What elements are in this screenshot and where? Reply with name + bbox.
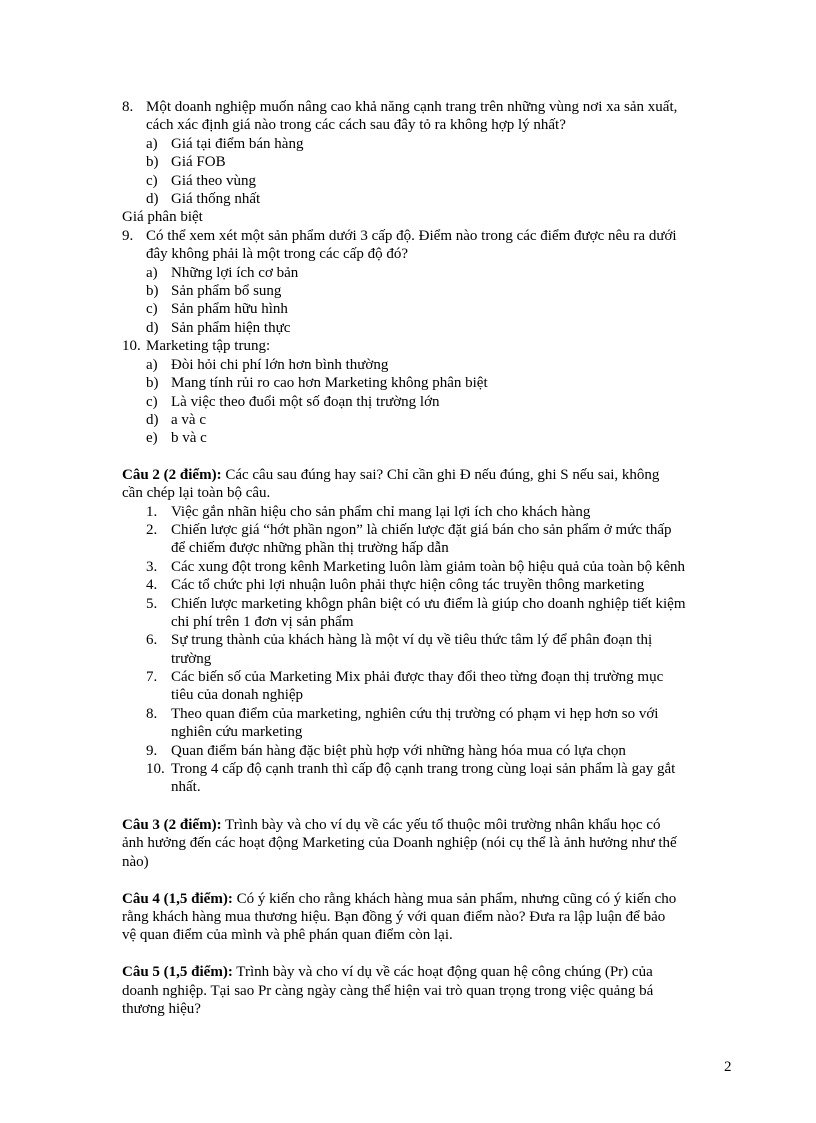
q10-text-line1: Marketing tập trung: <box>146 338 271 354</box>
cau2-item-text-cont: chi phí trên 1 đơn vị sản phẩm <box>171 614 354 630</box>
cau2-item-number: 7. <box>146 669 158 685</box>
cau2-item-number: 10. <box>146 761 165 777</box>
cau2-item-number: 5. <box>146 596 158 612</box>
cau2-heading: Câu 2 (2 điểm): <box>122 467 222 483</box>
cau2-item-text-cont: tiêu của donah nghiệp <box>171 687 304 703</box>
cau3-line2: ảnh hưởng đến các hoạt động Marketing của Doanh nghiệp (nói cụ thể là ảnh hưởng như thế <box>122 835 677 851</box>
cau2-item-text-cont: để chiếm được những phần thị trường hấp dẫn <box>171 540 449 556</box>
cau2-item-text: Chiến lược giá “hớt phần ngon” là chiến lược đặt giá bán cho sản phẩm ở mức thấp <box>171 522 672 538</box>
cau5-line3: thương hiệu? <box>122 1001 201 1017</box>
q9-text-line1: Có thể xem xét một sản phẩm dưới 3 cấp độ. Điểm nào trong các điểm được nêu ra dưới <box>146 228 677 244</box>
q8-extra-line: Giá phân biệt <box>122 209 203 225</box>
cau2-item-text-cont: nhất. <box>171 779 201 795</box>
cau5-line2: doanh nghiệp. Tại sao Pr càng ngày càng thể hiện vai trò quan trọng trong việc quảng bá <box>122 983 654 999</box>
cau3-line1 <box>122 816 660 834</box>
cau2-item-number: 2. <box>146 522 158 538</box>
q8-option-label: d) <box>146 191 159 207</box>
q10-option-label: a) <box>146 357 158 373</box>
cau4-line2: rằng khách hàng mua thương hiệu. Bạn đồng ý với quan điểm nào? Đưa ra lập luận để bảo <box>122 909 666 925</box>
q10-option-text: Mang tính rủi ro cao hơn Marketing không phân biệt <box>171 375 488 391</box>
cau2-intro-line1 <box>122 466 659 484</box>
cau5-heading: Câu 5 (1,5 điểm): <box>122 964 233 980</box>
q8-option-text: Giá thống nhất <box>171 191 261 207</box>
cau2-item-text: Quan điểm bán hàng đặc biệt phù hợp với những hàng hóa mua có lựa chọn <box>171 743 626 759</box>
cau5-line1 <box>122 963 653 981</box>
q9-option-label: c) <box>146 301 158 317</box>
cau5-text: Trình bày và cho ví dụ về các hoạt động quan hệ công chúng (Pr) của <box>232 964 653 980</box>
cau2-intro-line2: cần chép lại toàn bộ câu. <box>122 485 271 501</box>
q10-option-label: d) <box>146 412 159 428</box>
cau3-heading: Câu 3 (2 điểm): <box>122 817 222 833</box>
q8-option-text: Giá FOB <box>171 154 226 170</box>
q8-option-label: c) <box>146 173 158 189</box>
q9-option-text: Sản phẩm hữu hình <box>171 301 288 317</box>
q9-text-line2: đây không phải là một trong các cấp độ đó? <box>146 246 409 262</box>
q8-text-line1: Một doanh nghiệp muốn nâng cao khả năng cạnh trang trên những vùng nơi xa sản xuất, <box>146 99 678 115</box>
q9-option-text: Sản phẩm hiện thực <box>171 320 291 336</box>
cau2-item-text-cont: nghiên cứu marketing <box>171 724 303 740</box>
q10-option-text: Đòi hỏi chi phí lớn hơn bình thường <box>171 357 389 373</box>
q9-option-label: a) <box>146 265 158 281</box>
cau2-item-text: Chiến lược marketing khôgn phân biệt có ưu điểm là giúp cho doanh nghiệp tiết kiệm <box>171 596 686 612</box>
q10-option-text: b và c <box>171 430 207 446</box>
cau2-item-text: Theo quan điểm của marketing, nghiên cứu thị trường có phạm vi hẹp hơn so với <box>171 706 659 722</box>
q9-option-label: d) <box>146 320 159 336</box>
cau2-item-text: Việc gắn nhãn hiệu cho sản phẩm chỉ mang lại lợi ích cho khách hàng <box>171 504 591 520</box>
q8-option-text: Giá theo vùng <box>171 173 256 189</box>
q10-option-text: Là việc theo đuổi một số đoạn thị trường lớn <box>171 394 440 410</box>
q10-option-label: c) <box>146 394 158 410</box>
cau4-text: Có ý kiến cho rằng khách hàng mua sản phẩm, nhưng cũng có ý kiến cho <box>232 891 677 907</box>
cau3-text: Trình bày và cho ví dụ về các yếu tố thuộc môi trường nhân khẩu học có <box>221 817 661 833</box>
cau4-heading: Câu 4 (1,5 điểm): <box>122 891 233 907</box>
cau2-item-text: Các biến số của Marketing Mix phải được thay đổi theo từng đoạn thị trường mục <box>171 669 664 685</box>
q8-option-label: a) <box>146 136 158 152</box>
page-number: 2 <box>724 1059 732 1075</box>
q8-option-label: b) <box>146 154 159 170</box>
cau2-item-text: Sự trung thành của khách hàng là một ví dụ về tiêu thức tâm lý để phân đoạn thị <box>171 632 653 648</box>
q9-number: 9. <box>122 228 134 244</box>
cau2-item-number: 8. <box>146 706 158 722</box>
cau3-line3: nào) <box>122 854 149 870</box>
cau2-item-number: 4. <box>146 577 158 593</box>
cau2-item-text: Trong 4 cấp độ cạnh tranh thì cấp độ cạnh trang trong cùng loại sản phẩm là gay gắt <box>171 761 676 777</box>
cau2-item-number: 6. <box>146 632 158 648</box>
cau2-intro-text: Các câu sau đúng hay sai? Chỉ cần ghi Đ nếu đúng, ghi S nếu sai, không <box>221 467 660 483</box>
cau2-item-text: Các xung đột trong kênh Marketing luôn làm giảm toàn bộ hiệu quả của toàn bộ kênh <box>171 559 686 575</box>
q9-option-label: b) <box>146 283 159 299</box>
cau4-line1 <box>122 890 676 908</box>
q9-option-text: Sản phẩm bổ sung <box>171 283 282 299</box>
q10-option-label: b) <box>146 375 159 391</box>
q8-number: 8. <box>122 99 134 115</box>
q10-number: 10. <box>122 338 141 354</box>
cau2-item-text: Các tổ chức phi lợi nhuận luôn phải thực hiện công tác truyền thông marketing <box>171 577 645 593</box>
q8-option-text: Giá tại điểm bán hàng <box>171 136 304 152</box>
cau2-item-number: 3. <box>146 559 158 575</box>
cau4-line3: vệ quan điểm của mình và phê phán quan điểm còn lại. <box>122 927 453 943</box>
q10-option-text: a và c <box>171 412 206 428</box>
q9-option-text: Những lợi ích cơ bản <box>171 265 299 281</box>
cau2-item-number: 9. <box>146 743 158 759</box>
q10-option-label: e) <box>146 430 158 446</box>
cau2-item-text-cont: trường <box>171 651 212 667</box>
cau2-item-number: 1. <box>146 504 158 520</box>
q8-text-line2: cách xác định giá nào trong các cách sau đây tỏ ra không hợp lý nhất? <box>146 117 566 133</box>
